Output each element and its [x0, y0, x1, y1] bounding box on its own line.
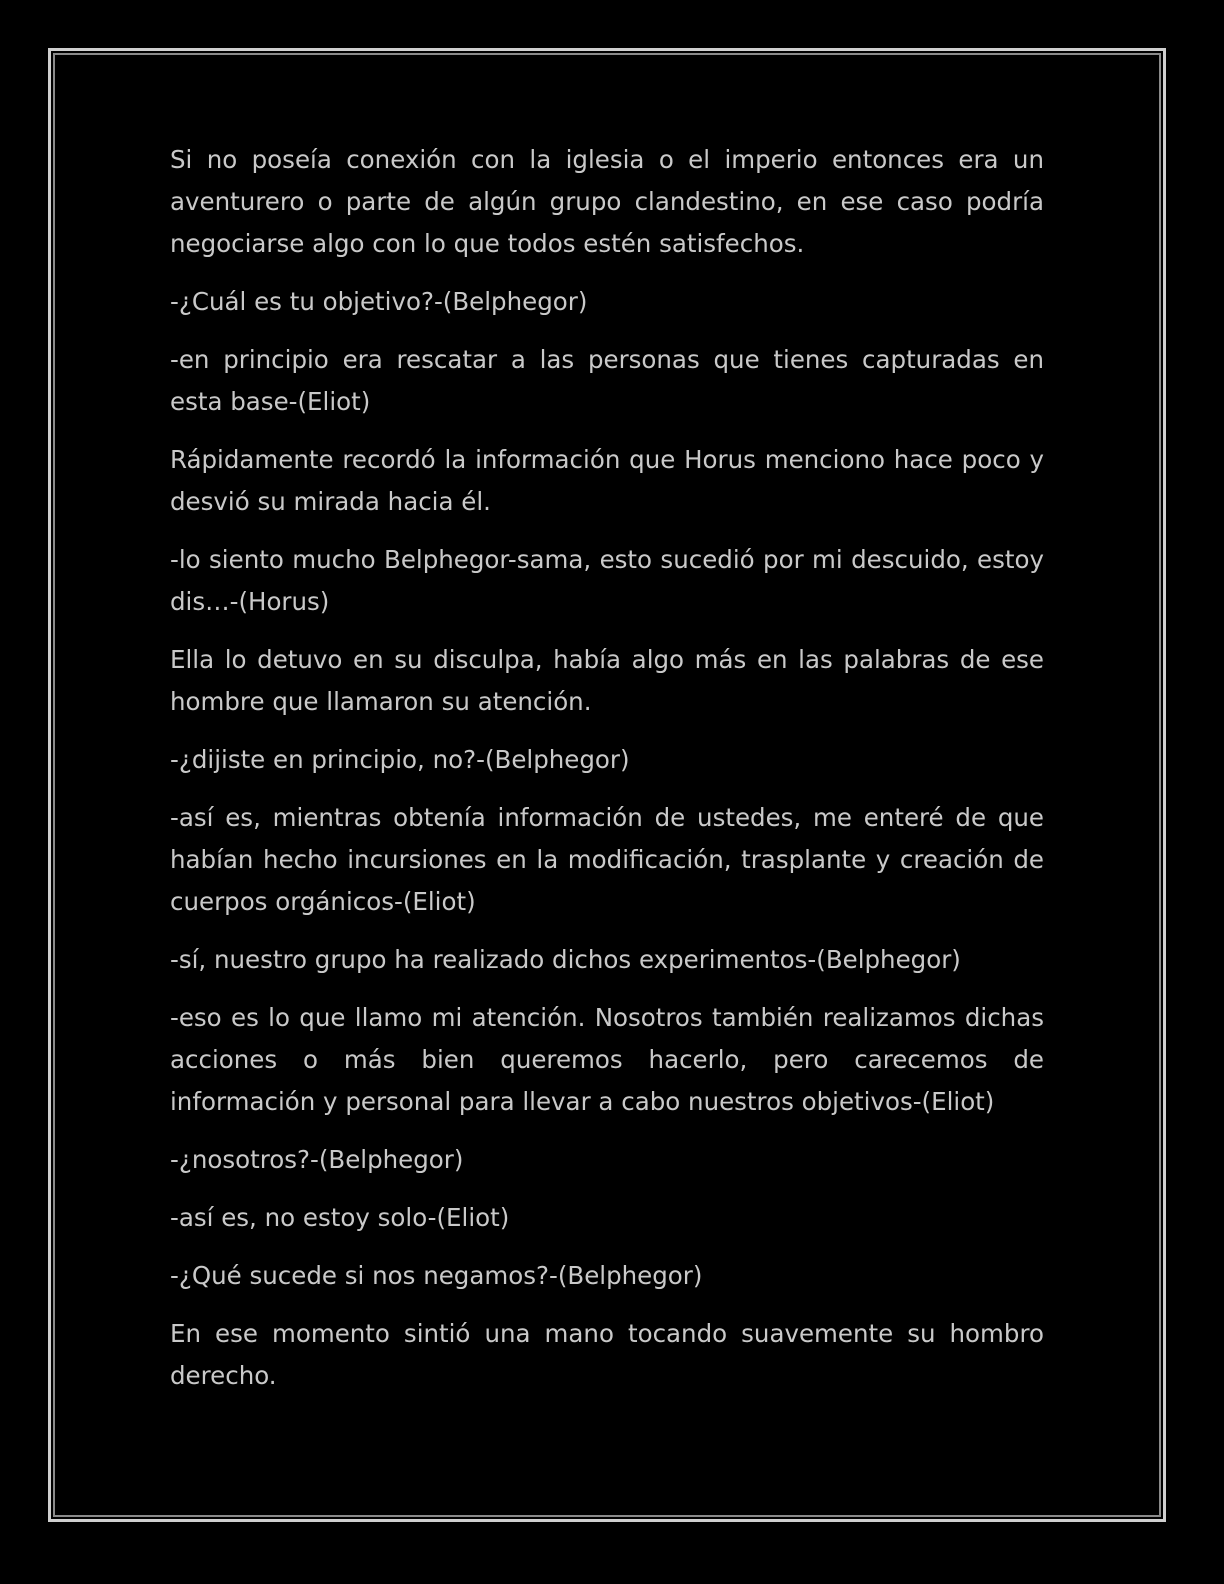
paragraph-dialogue: -en principio era rescatar a las personas que tienes capturadas en esta base-(Eliot): [170, 345, 1044, 416]
paragraph-narration: En ese momento sintió una mano tocando suavemente su hombro derecho.: [170, 1319, 1044, 1390]
paragraph-dialogue: -¿Cuál es tu objetivo?-(Belphegor): [170, 287, 588, 316]
paragraph-dialogue: -lo siento mucho Belphegor-sama, esto sucedió por mi descuido, estoy dis…-(Horus): [170, 545, 1044, 616]
paragraph-narration: Si no poseía conexión con la iglesia o el imperio entonces era un aventurero o parte de algún grupo clandestino, en ese caso podría negociarse algo con lo que todos estén satisfechos.: [170, 145, 1044, 258]
paragraph-dialogue: -eso es lo que llamo mi atención. Nosotros también realizamos dichas acciones o más bien queremos hacerlo, pero carecemos de información y personal para llevar a cabo nuestros objetivos-(Eliot): [170, 1003, 1044, 1116]
paragraph-narration: Rápidamente recordó la información que Horus menciono hace poco y desvió su mirada hacia él.: [170, 445, 1044, 516]
document-body: [170, 139, 1044, 1413]
paragraph-narration: Ella lo detuvo en su disculpa, había algo más en las palabras de ese hombre que llamaron su atención.: [170, 645, 1044, 716]
paragraph-dialogue: -así es, mientras obtenía información de ustedes, me enteré de que habían hecho incursiones en la modificación, trasplante y creación de cuerpos orgánicos-(Eliot): [170, 803, 1044, 916]
paragraph-dialogue: -sí, nuestro grupo ha realizado dichos experimentos-(Belphegor): [170, 945, 961, 974]
paragraph-dialogue: -¿dijiste en principio, no?-(Belphegor): [170, 745, 630, 774]
paragraph-dialogue: -así es, no estoy solo-(Eliot): [170, 1203, 510, 1232]
paragraph-dialogue: -¿Qué sucede si nos negamos?-(Belphegor): [170, 1261, 703, 1290]
paragraph-dialogue: -¿nosotros?-(Belphegor): [170, 1145, 464, 1174]
